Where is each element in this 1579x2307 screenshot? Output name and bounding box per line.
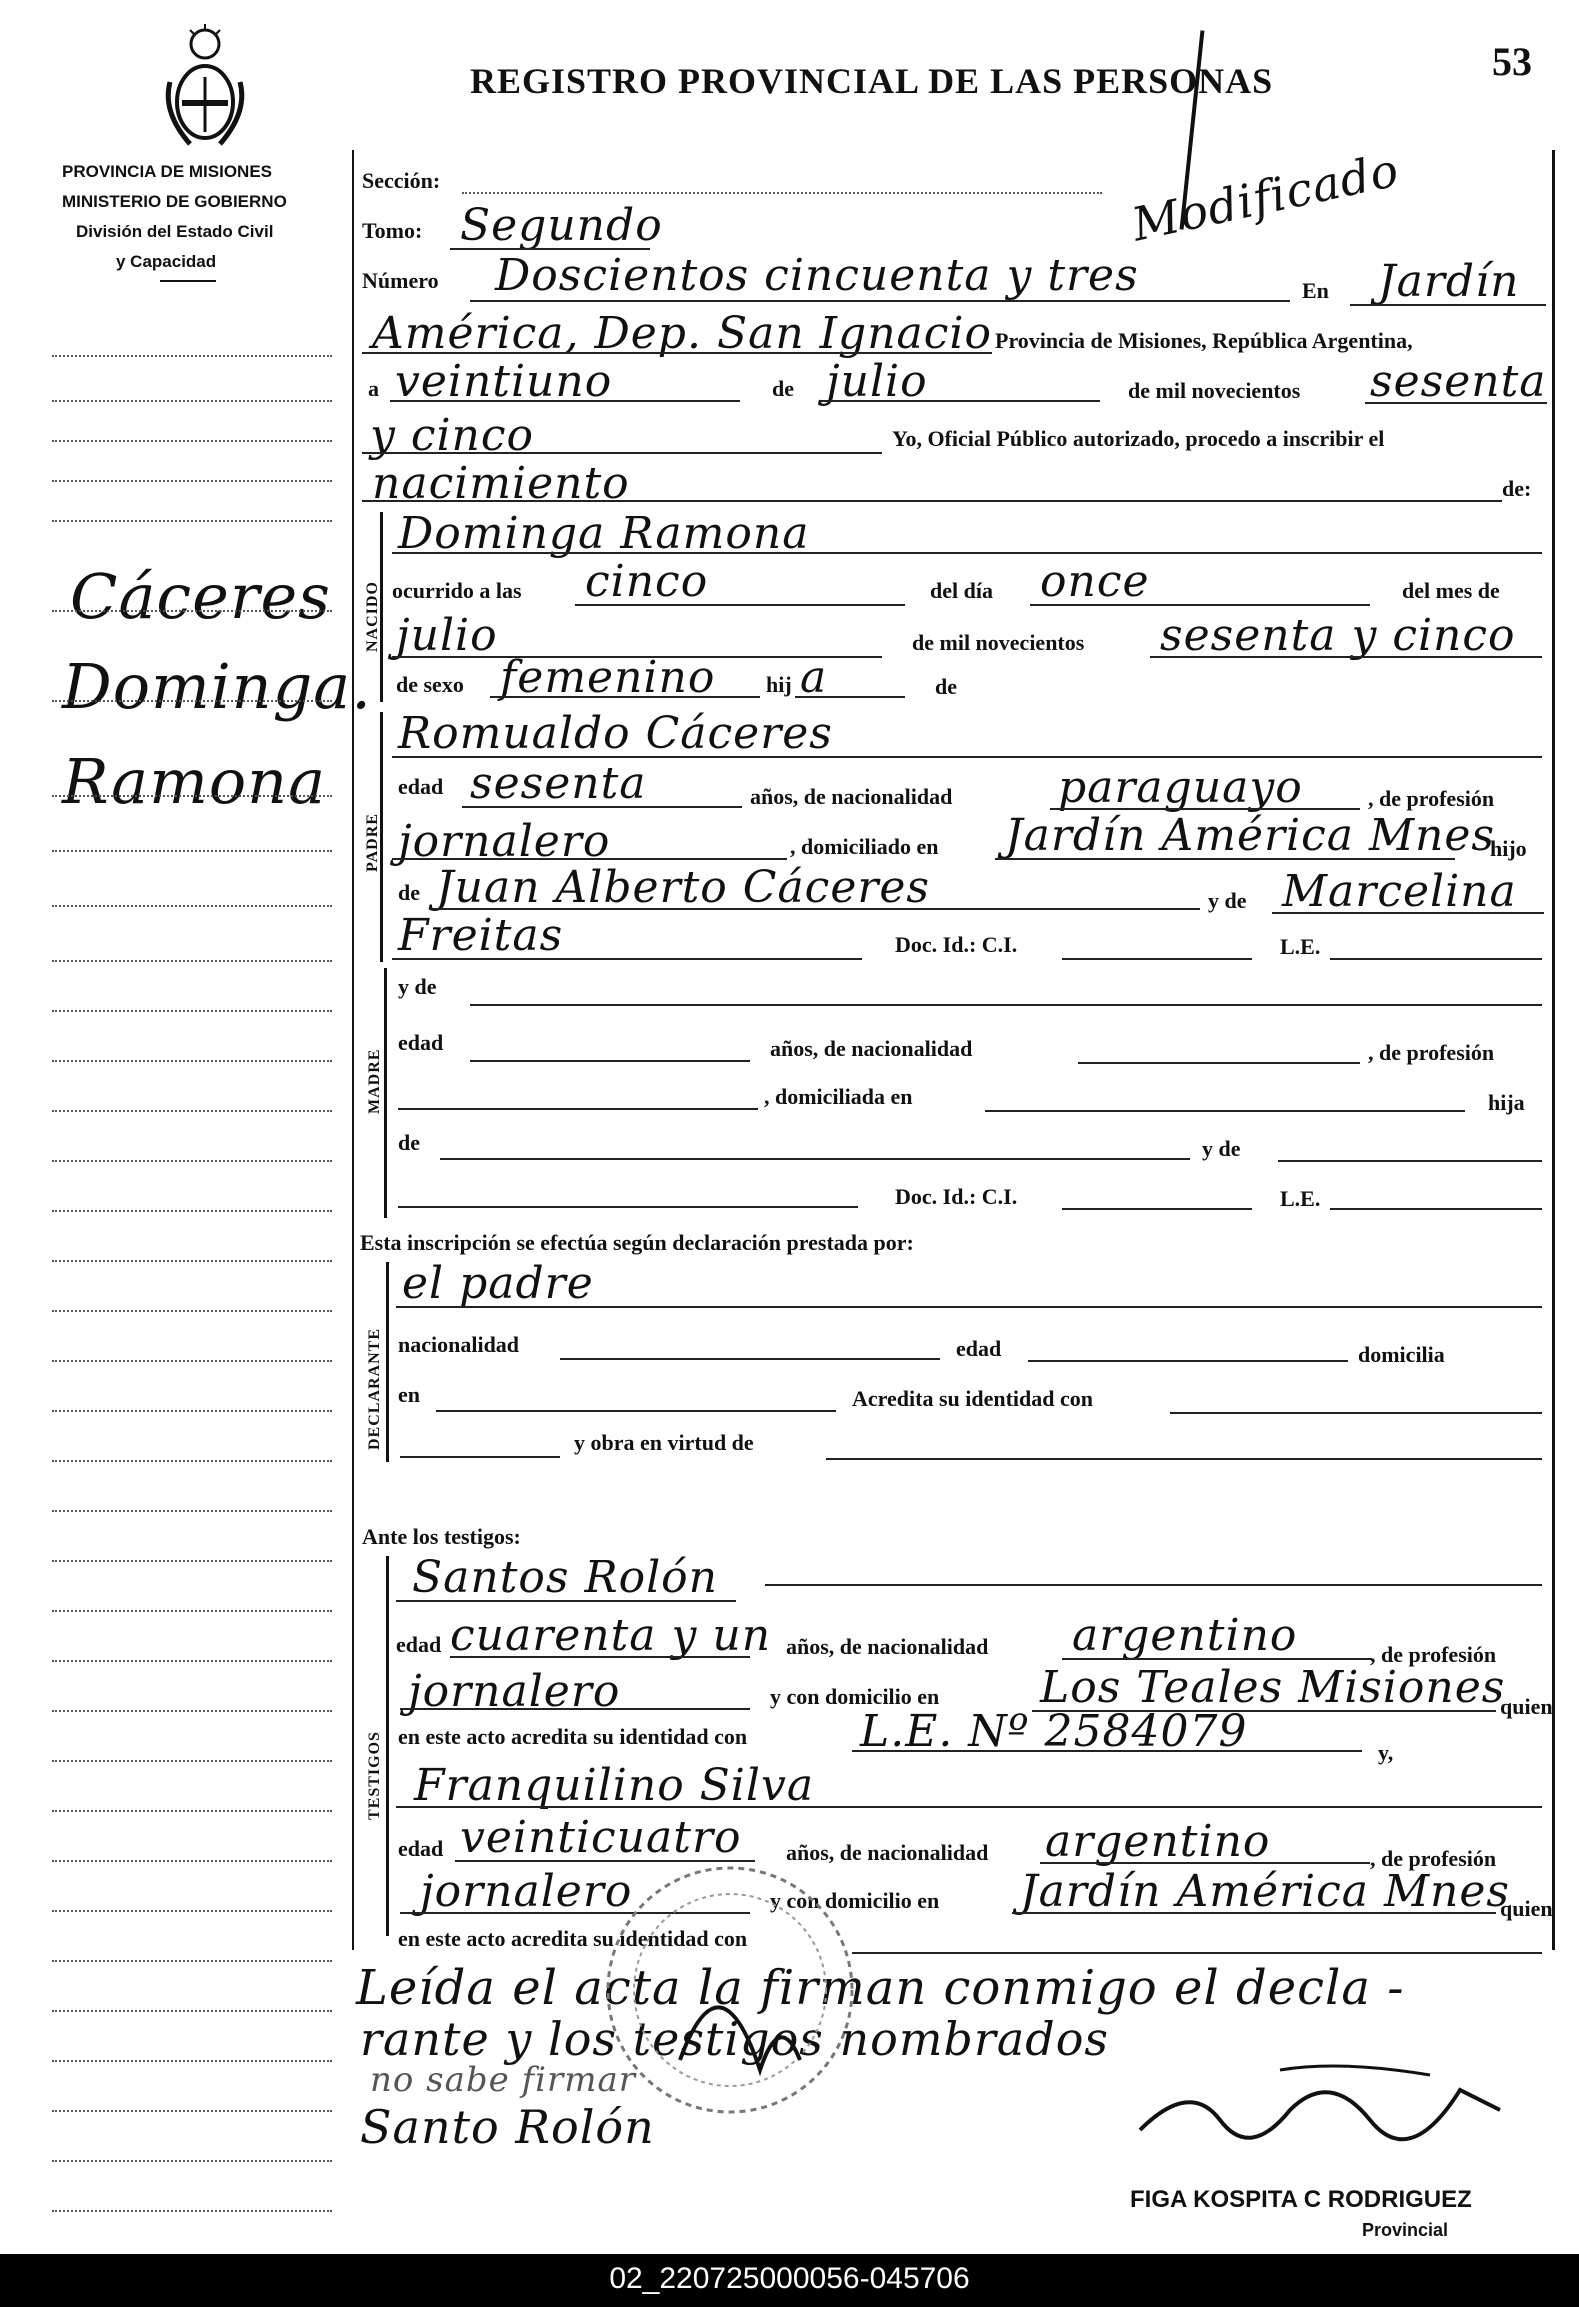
en-label: En bbox=[1302, 278, 1329, 303]
margin-rule bbox=[52, 440, 332, 442]
padre-madre-line-1 bbox=[1272, 912, 1544, 914]
del-dia-label: del día bbox=[930, 578, 993, 603]
madre-extra-line bbox=[398, 1206, 858, 1208]
testigo1-doc-line bbox=[852, 1750, 1362, 1752]
main-left-border bbox=[352, 150, 354, 1950]
madre-domiciliada-label: , domiciliada en bbox=[764, 1084, 913, 1109]
margin-rule bbox=[52, 1060, 332, 1062]
madre-edad-label: edad bbox=[398, 1030, 444, 1055]
madre-y-de2-line bbox=[1278, 1160, 1542, 1162]
padre-nombre: Romualdo Cáceres bbox=[398, 708, 833, 759]
margin-rule bbox=[52, 1560, 332, 1562]
tomo-value: Segundo bbox=[460, 200, 663, 251]
margin-rule bbox=[52, 1760, 332, 1762]
nacido-section-label: NACIDO bbox=[364, 581, 381, 652]
modification-note: Modificado bbox=[1127, 142, 1404, 252]
margin-rule bbox=[52, 1360, 332, 1362]
madre-nombre-line bbox=[470, 1004, 1542, 1006]
right-border bbox=[1552, 150, 1555, 1950]
margin-rule bbox=[52, 1160, 332, 1162]
office-line-1: PROVINCIA DE MISIONES bbox=[62, 162, 273, 181]
padre-doc-line bbox=[1062, 958, 1252, 960]
numero-line bbox=[470, 300, 1290, 302]
office-line-2: MINISTERIO DE GOBIERNO bbox=[62, 192, 287, 211]
padre-y-de-label: y de bbox=[1208, 888, 1247, 913]
testigo1-nacionalidad-label: años, de nacionalidad bbox=[786, 1634, 989, 1659]
margin-rule bbox=[52, 1810, 332, 1812]
margin-rule bbox=[52, 520, 332, 522]
closing-line-3: no sabe firmar bbox=[370, 2060, 637, 2100]
madre-section-label: MADRE bbox=[366, 1048, 383, 1114]
madre-nacionalidad-label: años, de nacionalidad bbox=[770, 1036, 973, 1061]
madre-profesion-line bbox=[398, 1108, 758, 1110]
de2-label: de: bbox=[1502, 476, 1532, 501]
testigo1-profesion-label: , de profesión bbox=[1370, 1642, 1497, 1667]
declarante-nombre: el padre bbox=[402, 1258, 594, 1309]
margin-rule bbox=[52, 400, 332, 402]
numero-value: Doscientos cincuenta y tres bbox=[495, 250, 1139, 301]
testigo2-nacionalidad-line bbox=[1040, 1862, 1370, 1864]
margin-rule bbox=[52, 960, 332, 962]
declarante-edad-line bbox=[1028, 1360, 1348, 1362]
page-number: 53 bbox=[1492, 39, 1532, 84]
margin-rule bbox=[52, 1460, 332, 1462]
de-label: de bbox=[772, 376, 794, 401]
madre-y-de2-label: y de bbox=[1202, 1136, 1241, 1161]
testigo1-quien-label: quien bbox=[1500, 1694, 1553, 1719]
padre-edad-value: sesenta bbox=[470, 758, 647, 809]
testigo2-edad-label: edad bbox=[398, 1836, 444, 1861]
declarante-nombre-line bbox=[396, 1306, 1542, 1308]
declarante-obra-pre-line bbox=[400, 1456, 560, 1458]
madre-hija-label: hija bbox=[1488, 1090, 1525, 1115]
padre-nacionalidad-label: años, de nacionalidad bbox=[750, 784, 953, 809]
del-mes-label: del mes de bbox=[1402, 578, 1500, 603]
margin-rule bbox=[52, 1310, 332, 1312]
testigo1-nombre-line bbox=[396, 1600, 736, 1602]
declarante-intro: Esta inscripción se efectúa según declaración prestada por: bbox=[360, 1230, 914, 1255]
nacido-nombre: Dominga Ramona bbox=[398, 508, 810, 559]
testigo2-nacionalidad: argentino bbox=[1045, 1816, 1271, 1867]
testigo1-edad-label: edad bbox=[396, 1632, 442, 1657]
hij-line bbox=[795, 696, 905, 698]
sexo-value: femenino bbox=[500, 652, 716, 703]
padre-domicilio-value: Jardín América Mnes bbox=[1005, 810, 1495, 861]
padre-le-line bbox=[1330, 958, 1542, 960]
testigo1-doc: L.E. Nº 2584079 bbox=[860, 1706, 1248, 1757]
declarante-obra-label: y obra en virtud de bbox=[574, 1430, 754, 1455]
ocurrido-label: ocurrido a las bbox=[392, 578, 522, 603]
margin-rule bbox=[52, 1660, 332, 1662]
testigo2-domicilio: Jardín América Mnes bbox=[1020, 1866, 1510, 1917]
numero-label: Número bbox=[362, 268, 439, 293]
place-value: América, Dep. San Ignacio bbox=[372, 308, 992, 359]
anio-line-1 bbox=[1365, 402, 1547, 404]
declarante-acredita-line bbox=[1170, 1412, 1542, 1414]
margin-rule bbox=[52, 1710, 332, 1712]
nacido-de-label: de bbox=[935, 674, 957, 699]
testigo2-quien-label: quien bbox=[1500, 1896, 1553, 1921]
testigo1-nombre: Santos Rolón bbox=[412, 1552, 718, 1603]
mes-line bbox=[820, 400, 1100, 402]
declarante-acredita-label: Acredita su identidad con bbox=[852, 1386, 1094, 1411]
testigo2-edad: veinticuatro bbox=[460, 1812, 742, 1863]
declarante-domicilio-label: domicilia bbox=[1358, 1342, 1445, 1367]
testigos-bracket bbox=[386, 1556, 389, 1936]
testigos-section-label: TESTIGOS bbox=[366, 1731, 383, 1820]
testigo2-domicilio-line bbox=[1012, 1912, 1496, 1914]
padre-nacionalidad-value: paraguayo bbox=[1058, 762, 1303, 813]
footer-file-id: 02_220725000056-045706 bbox=[609, 2262, 970, 2295]
madre-doc-line bbox=[1062, 1208, 1252, 1210]
padre-hijo-label: hijo bbox=[1490, 836, 1527, 861]
margin-rule bbox=[52, 2110, 332, 2112]
madre-de-line bbox=[440, 1158, 1190, 1160]
margin-rule bbox=[52, 480, 332, 482]
nacido-nombre-line bbox=[392, 552, 1542, 554]
margin-rule bbox=[52, 1110, 332, 1112]
margin-rule bbox=[52, 1510, 332, 1512]
padre-domicilio-line bbox=[995, 858, 1455, 860]
testigo1-acredita-label: en este acto acredita su identidad con bbox=[398, 1724, 748, 1749]
hij-value: a bbox=[800, 652, 828, 703]
margin-rule bbox=[52, 610, 332, 612]
nacido-mil-label: de mil novecientos bbox=[912, 630, 1085, 655]
nacido-mes-value: julio bbox=[396, 610, 498, 661]
madre-le-line bbox=[1330, 1208, 1542, 1210]
margin-rule bbox=[52, 2060, 332, 2062]
nacido-dia-value: once bbox=[1040, 556, 1150, 607]
margin-rule bbox=[52, 850, 332, 852]
margin-rule bbox=[52, 2210, 332, 2212]
padre-doc-label: Doc. Id.: C.I. bbox=[895, 932, 1018, 957]
closing-line-1: Leída el acta la firman conmigo el decla - bbox=[356, 1960, 1405, 2016]
padre-madre-1: Marcelina bbox=[1282, 866, 1517, 917]
declarante-en-line bbox=[436, 1410, 836, 1412]
testigo1-nacionalidad: argentino bbox=[1072, 1610, 1298, 1661]
madre-le-label: L.E. bbox=[1280, 1186, 1321, 1211]
seccion-line bbox=[462, 192, 1102, 194]
tomo-label: Tomo: bbox=[362, 218, 423, 243]
dia-value: veintiuno bbox=[395, 356, 613, 407]
testigo1-profesion: jornalero bbox=[408, 1666, 621, 1717]
margin-name-2: Ramona bbox=[62, 745, 327, 818]
declarante-en-label: en bbox=[398, 1382, 420, 1407]
en-value: Jardín bbox=[1378, 256, 1520, 307]
testigo2-profesion-label: , de profesión bbox=[1370, 1846, 1497, 1871]
official-title: Provincial bbox=[1362, 2220, 1449, 2240]
madre-profesion-label: , de profesión bbox=[1368, 1040, 1495, 1065]
margin-rule bbox=[52, 1610, 332, 1612]
madre-nacionalidad-line bbox=[1078, 1062, 1360, 1064]
declarante-obra-line bbox=[826, 1458, 1542, 1460]
testigo2-nombre: Franquilino Silva bbox=[414, 1760, 815, 1811]
official-name: FIGA KOSPITA C RODRIGUEZ bbox=[1130, 2186, 1472, 2213]
testigo2-acredita-label: en este acto acredita su identidad con bbox=[398, 1926, 748, 1951]
madre-domicilio-line bbox=[985, 1110, 1465, 1112]
provincia-label: Provincia de Misiones, República Argentina, bbox=[995, 328, 1413, 353]
testigo1-profesion-line bbox=[400, 1708, 750, 1710]
seccion-label: Sección: bbox=[362, 168, 441, 193]
document-title: REGISTRO PROVINCIAL DE LAS PERSONAS bbox=[470, 61, 1274, 101]
margin-rule bbox=[52, 905, 332, 907]
margin-name-1: Dominga. bbox=[62, 650, 372, 723]
official-signature bbox=[1130, 2050, 1510, 2160]
nacido-anio-value: sesenta y cinco bbox=[1160, 610, 1516, 661]
margin-rule bbox=[52, 1910, 332, 1912]
margin-rule bbox=[52, 795, 332, 797]
declarante-bracket bbox=[386, 1262, 389, 1462]
official-seal bbox=[600, 1860, 860, 2120]
margin-rule bbox=[52, 1960, 332, 1962]
en-line bbox=[1350, 304, 1546, 306]
declarante-nacionalidad-label: nacionalidad bbox=[398, 1332, 520, 1357]
padre-edad-label: edad bbox=[398, 774, 444, 799]
padre-madre-2: Freitas bbox=[398, 910, 564, 961]
margin-rule bbox=[52, 1860, 332, 1862]
dia-line bbox=[390, 400, 740, 402]
declarante-section-label: DECLARANTE bbox=[366, 1327, 383, 1450]
mes-value: julio bbox=[826, 356, 928, 407]
margin-rule bbox=[52, 1210, 332, 1212]
office-line-4: y Capacidad bbox=[116, 252, 217, 271]
testigo1-edad: cuarenta y un bbox=[450, 1610, 772, 1661]
madre-y-de-label: y de bbox=[398, 974, 437, 999]
acto-value: nacimiento bbox=[372, 458, 630, 509]
testigo1-nombre-line-2 bbox=[765, 1584, 1542, 1586]
margin-surname: Cáceres bbox=[70, 560, 331, 633]
anio-value-1: sesenta bbox=[1370, 356, 1547, 407]
testigo1-domicilio: Los Teales Misiones bbox=[1040, 1662, 1506, 1713]
padre-madre-line-2 bbox=[392, 958, 862, 960]
margin-rule bbox=[52, 355, 332, 357]
office-rule bbox=[160, 280, 216, 282]
hora-line bbox=[575, 604, 905, 606]
padre-profesion-line bbox=[392, 858, 787, 860]
declarante-edad-label: edad bbox=[956, 1336, 1002, 1361]
testigo2-nacionalidad-label: años, de nacionalidad bbox=[786, 1840, 989, 1865]
declarante-nacionalidad-line bbox=[560, 1358, 940, 1360]
testigo2-profesion: jornalero bbox=[420, 1866, 633, 1917]
place-line bbox=[362, 352, 992, 354]
madre-bracket bbox=[384, 968, 387, 1218]
margin-rule bbox=[52, 1260, 332, 1262]
margin-rule bbox=[52, 700, 332, 702]
margin-rule bbox=[52, 2160, 332, 2162]
testigo2-acredita-line bbox=[852, 1952, 1542, 1954]
a-label: a bbox=[368, 376, 379, 401]
padre-de-padre: Juan Alberto Cáceres bbox=[436, 862, 931, 913]
padre-profesion-label: , de profesión bbox=[1368, 786, 1495, 811]
mil-label: de mil novecientos bbox=[1128, 378, 1301, 403]
sexo-label: de sexo bbox=[396, 672, 464, 697]
testigos-intro: Ante los testigos: bbox=[362, 1524, 521, 1549]
hij-label: hij bbox=[766, 672, 792, 697]
sexo-line bbox=[490, 696, 760, 698]
testigo1-y-label: y, bbox=[1378, 1740, 1394, 1765]
closing-line-2: rante y los testigos nombrados bbox=[360, 2012, 1110, 2066]
signature-santos-rolon: Santo Rolón bbox=[360, 2100, 655, 2154]
madre-doc-label: Doc. Id.: C.I. bbox=[895, 1184, 1018, 1209]
margin-rule bbox=[52, 1410, 332, 1412]
padre-le-label: L.E. bbox=[1280, 934, 1321, 959]
padre-edad-line bbox=[462, 806, 742, 808]
acto-line bbox=[362, 500, 1502, 502]
padre-section-label: PADRE bbox=[364, 813, 381, 872]
oficial-label: Yo, Oficial Público autorizado, procedo a inscribir el bbox=[892, 426, 1385, 451]
testigo2-domicilio-label: y con domicilio en bbox=[770, 1888, 940, 1913]
padre-de-label: de bbox=[398, 880, 420, 905]
testigo1-edad-line bbox=[450, 1656, 750, 1658]
testigo1-domicilio-label: y con domicilio en bbox=[770, 1684, 940, 1709]
padre-domicilio-label: , domiciliado en bbox=[790, 834, 939, 859]
padre-profesion-value: jornalero bbox=[398, 816, 611, 867]
anio-value-2: y cinco bbox=[370, 410, 535, 461]
margin-rule bbox=[52, 1010, 332, 1012]
testigo1-nacionalidad-line bbox=[1062, 1658, 1372, 1660]
hora-value: cinco bbox=[585, 556, 709, 607]
nacido-anio-line bbox=[1150, 656, 1542, 658]
madre-edad-line bbox=[470, 1060, 750, 1062]
province-coat-of-arms bbox=[160, 22, 250, 152]
office-line-3: División del Estado Civil bbox=[76, 222, 274, 241]
anio-line-2 bbox=[362, 452, 882, 454]
testigo2-nombre-line bbox=[396, 1806, 1542, 1808]
margin-rule bbox=[52, 2010, 332, 2012]
nacido-dia-line bbox=[1030, 604, 1370, 606]
madre-de-label: de bbox=[398, 1130, 420, 1155]
